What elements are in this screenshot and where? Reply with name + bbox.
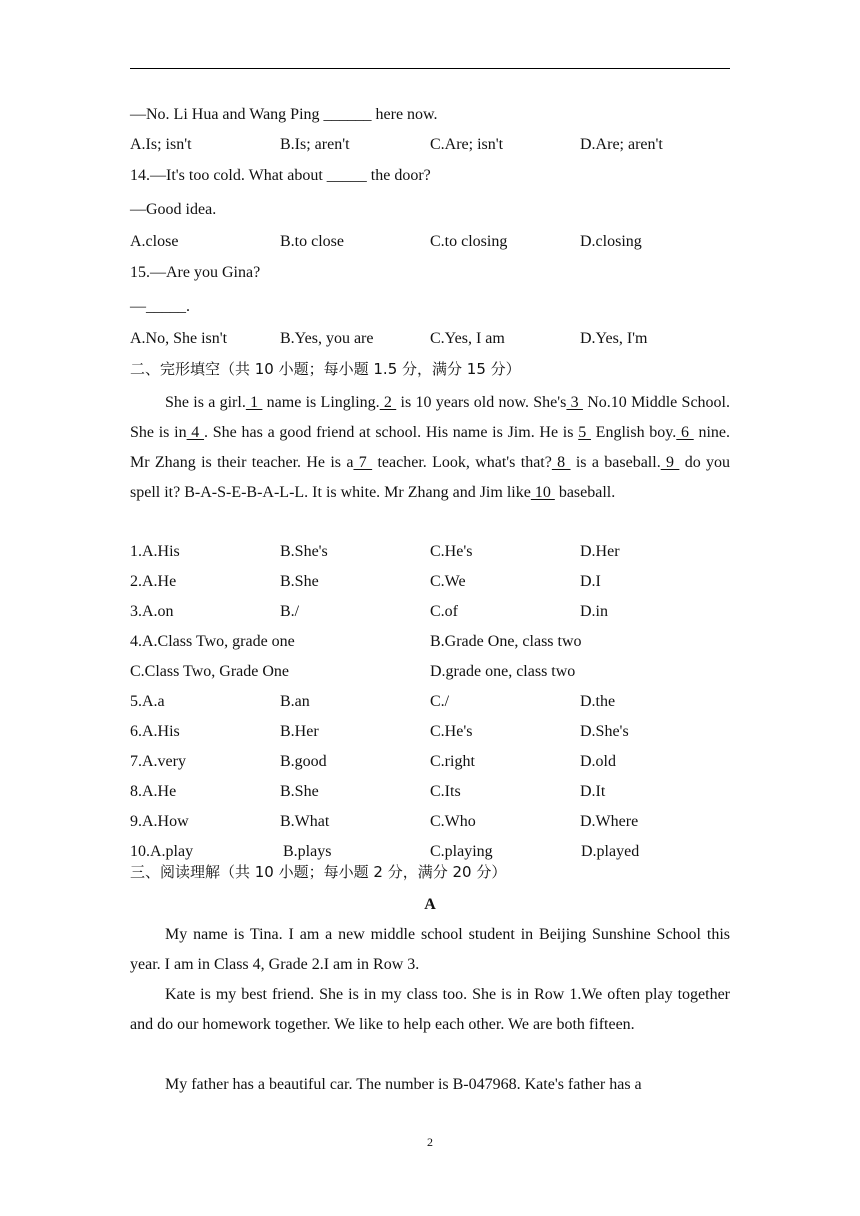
blank-6: 6	[676, 424, 694, 441]
option: B.She's	[280, 543, 328, 560]
option: D.It	[580, 783, 606, 800]
option: D.grade one, class two	[430, 663, 576, 680]
option: C.Class Two, Grade One	[130, 663, 290, 680]
header-rule	[130, 68, 730, 69]
option: 8.A.He	[130, 783, 177, 800]
passage-title: A	[424, 896, 436, 913]
q14-question: 14.—It's too cold. What about _____ the door?	[130, 167, 431, 184]
option: A.No, She isn't	[130, 330, 228, 347]
option: C.right	[430, 753, 475, 770]
option: D.Where	[580, 813, 639, 830]
option: D.Are; aren't	[580, 136, 663, 153]
option: D.Her	[580, 543, 620, 560]
option: A.Is; isn't	[130, 136, 192, 153]
option: B./	[280, 603, 300, 620]
option: D.Yes, I'm	[580, 330, 648, 347]
option: C.He's	[430, 543, 473, 560]
blank-9: 9	[660, 454, 680, 471]
paragraph-text: My name is Tina. I am a new middle school student in Beijing Sunshine School this year. I am in Class 4, Grade 2.I am in Row 3.	[130, 926, 730, 973]
passage-text: teacher. Look, what's that?	[372, 454, 552, 471]
page-number: 2	[427, 1135, 433, 1149]
option: B.She	[280, 573, 319, 590]
passage-text: is a baseball.	[570, 454, 661, 471]
q15-answer-line: —_____.	[130, 298, 190, 315]
option: 6.A.His	[130, 723, 180, 740]
option: 3.A.on	[130, 603, 174, 620]
paragraph-text: Kate is my best friend. She is in my class too. She is in Row 1.We often play together and do our homework together. We like to help each other. We are both fifteen.	[130, 986, 730, 1033]
option: B.plays	[283, 843, 332, 860]
option: B.What	[280, 813, 330, 830]
cloze-passage	[130, 388, 730, 508]
blank-8: 8	[551, 454, 571, 471]
blank-2: 2	[379, 394, 397, 411]
option: D.old	[580, 753, 616, 770]
option: B.an	[280, 693, 310, 710]
option: D.closing	[580, 233, 642, 250]
option: 9.A.How	[130, 813, 189, 830]
option: 2.A.He	[130, 573, 177, 590]
option: 7.A.very	[130, 753, 186, 770]
option: B.Yes, you are	[280, 330, 374, 347]
option: B.She	[280, 783, 319, 800]
option: D.played	[581, 843, 640, 860]
reading-paragraph	[130, 1070, 730, 1100]
passage-text: baseball.	[554, 484, 616, 501]
passage-text: She is a girl.	[165, 394, 246, 411]
option: C.We	[430, 573, 466, 590]
option: C.to closing	[430, 233, 508, 250]
blank-5: 5	[578, 424, 591, 441]
option: 5.A.a	[130, 693, 165, 710]
blank-10: 10	[530, 484, 555, 501]
option: B.Is; aren't	[280, 136, 350, 153]
passage-text: No.10 Middle School. She is in	[130, 394, 731, 441]
blank-1: 1	[245, 394, 263, 411]
passage-text: do you spell it? B-A-S-E-B-A-L-L. It is white. Mr Zhang and Jim like	[130, 454, 731, 501]
paragraph-text: My father has a beautiful car. The number is B-047968. Kate's father has a	[165, 1076, 642, 1093]
option: B.to close	[280, 233, 344, 250]
option: C.Who	[430, 813, 476, 830]
option: C./	[430, 693, 450, 710]
passage-text: nine. Mr Zhang is their teacher. He is a	[130, 424, 731, 471]
option: B.Grade One, class two	[430, 633, 582, 650]
option: D.She's	[580, 723, 629, 740]
option: C.Yes, I am	[430, 330, 505, 347]
passage-text: is 10 years old now. She's	[396, 394, 567, 411]
option: D.in	[580, 603, 608, 620]
option: B.Her	[280, 723, 319, 740]
option: C.of	[430, 603, 458, 620]
option: A.close	[130, 233, 179, 250]
blank-7: 7	[353, 454, 373, 471]
option: B.good	[280, 753, 327, 770]
q15-question: 15.—Are you Gina?	[130, 264, 261, 281]
option: C.Its	[430, 783, 461, 800]
option: D.I	[580, 573, 601, 590]
passage-text: name is Lingling.	[262, 394, 380, 411]
option: D.the	[580, 693, 616, 710]
passage-text: English boy.	[590, 424, 677, 441]
option: C.playing	[430, 843, 493, 860]
option: 4.A.Class Two, grade one	[130, 633, 295, 650]
option: C.Are; isn't	[430, 136, 504, 153]
reading-paragraph	[130, 920, 730, 980]
option: 1.A.His	[130, 543, 180, 560]
reading-paragraph	[130, 980, 730, 1040]
blank-3: 3	[566, 394, 583, 411]
q14-answer-line: —Good idea.	[130, 201, 217, 218]
option: 10.A.play	[130, 843, 194, 860]
section3-heading: 三、阅读理解（共 10 小题；每小题 2 分，满分 20 分）	[130, 863, 507, 881]
section2-heading: 二、完形填空（共 10 小题；每小题 1.5 分，满分 15 分）	[130, 360, 521, 378]
option: C.He's	[430, 723, 473, 740]
q13-answer-line: —No. Li Hua and Wang Ping ______ here now.	[130, 106, 438, 123]
blank-4: 4	[186, 424, 205, 441]
passage-text: . She has a good friend at school. His name is Jim. He is	[204, 424, 574, 441]
